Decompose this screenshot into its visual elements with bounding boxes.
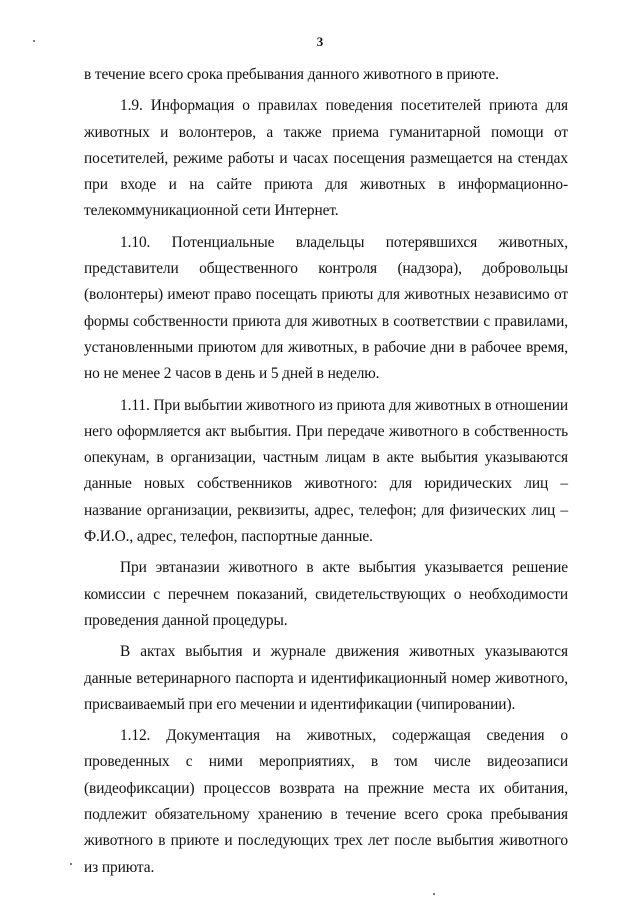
paragraph-euthanasia: При эвтаназии животного в акте выбытия указывается решение комиссии с перечнем показаний, свидетельствующих о необходимости проведения данной процедуры. <box>84 559 568 629</box>
scan-speck <box>33 40 35 42</box>
paragraph-1-10: 1.10. Потенциальные владельцы потерявшихся животных, представители общественного контроля (надзора), добровольцы (волонтеры) имеют право посещать приюты для животных независимо от формы собственности приюта для животных в соответствии с правилами, установленными приютом для животных, в рабочие дни в рабочее время, но не менее 2 часов в день и 5 дней в неделю. <box>84 233 568 383</box>
paragraph-continuation: в течение всего срока пребывания данного животного в приюте. <box>84 66 499 83</box>
paragraph-1-12: 1.12. Документация на животных, содержащая сведения о проведенных с ними мероприятиях, в том числе видеозаписи (видеофиксации) процессов возврата на прежние места их обитания, подлежит обязательному хранению в течение всего срока пребывания животного в приюте и последующих трех лет после выбытия животного из приюта. <box>84 727 568 876</box>
scan-speck <box>433 893 435 895</box>
paragraph-disposal-records: В актах выбытия и журнале движения животных указываются данные ветеринарного паспорта и идентификационный номер животного, присваиваемый при его мечении и идентификации (чипировании). <box>84 643 568 713</box>
scan-speck <box>70 863 72 865</box>
page-number: 3 <box>316 34 324 49</box>
paragraph-1-11: 1.11. При выбытии животного из приюта для животных в отношении него оформляется акт выбытия. При передаче животного в собственность опекунам, в организации, частным лицам в акте выбытия указываются данные новых собственников животного: для юридических лиц – название организации, реквизиты, адрес, телефон; для физических лиц – Ф.И.О., адрес, телефон, паспортные данные. <box>84 396 568 546</box>
paragraph-1-9: 1.9. Информация о правилах поведения посетителей приюта для животных и волонтеров, а также приема гуманитарной помощи от посетителей, режиме работы и часах посещения размещается на стендах при входе и на сайте приюта для животных в информационно-телекоммуникационной сети Интернет. <box>84 97 568 220</box>
document-body <box>84 62 568 881</box>
